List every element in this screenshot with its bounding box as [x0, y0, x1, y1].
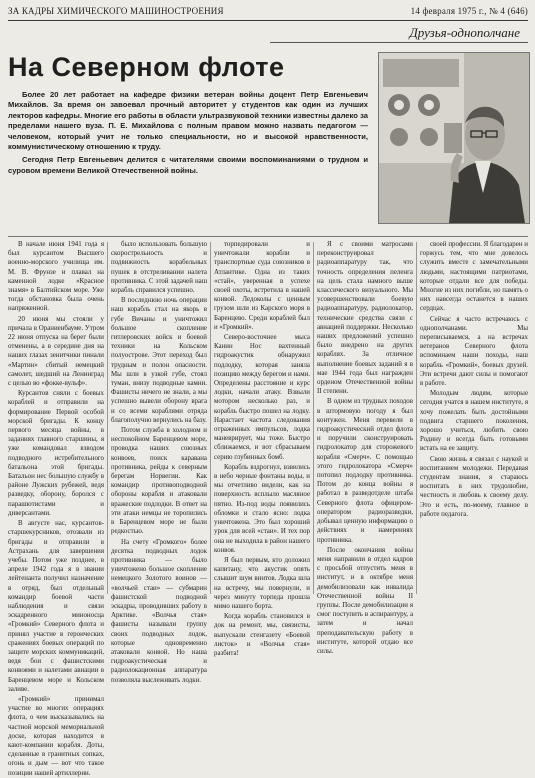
article-paragraph: В начале июня 1941 года я был курсантом Высшего военно-морского училища им. М. В. Фрунзе и плавал на каменной лодке «Красное знамя» в Балтийском море. Уже тогда обстановка была очень напряженной.	[8, 241, 104, 313]
article-paragraph: торпедировали и уничтожали корабли и транспортные суда союзников в Атлантике. Одна из таких «стай», уверенная в успехе своей охоты, встретила в нашей конвой. Ледоколы с ценным грузом шли из Карского моря в Баренцево. Среди кораблей был и «Громкий».	[214, 241, 310, 331]
section-divider	[8, 236, 528, 237]
article-paragraph: Молодым людям, которые сегодня учатся в нашем институте, я хочу пожелать быть достойными подвига старшего поколения, хорошо учиться, любить свою Родину и всегда быть готовыми встать на ее защиту.	[420, 390, 528, 453]
article-paragraph: Курсантов сняли с боевых кораблей и отправили на формирование Первой особой морской бригады. К концу первого месяца войны, в заданиях главного старшины, я уже командовал взводом подводного истребительного батальона этой бригады. Батальон нес большую службу в районе Лужских рубежей, ведя разведку, оборону, боролся с парашютистами и диверсантами.	[8, 390, 104, 517]
lead-text	[8, 90, 368, 179]
article-paragraph: своей профессии. Я благодарен и горжусь тем, что мне довелось служить вместе с замечательными людьми, настоящими патриотами, которые отдали все для победы. Многие из них погибли, но память о них навсегда останется в наших сердцах.	[420, 241, 528, 313]
masthead-date: 14 февраля 1975 г., № 4 (646)	[410, 6, 528, 16]
masthead-rule	[8, 20, 528, 21]
column-divider	[107, 242, 108, 594]
article-paragraph: было использовать большую скорострельность и подвижность корабельных пушек в отстреливании налета противника. С этой задачей наш корабль справился успешно.	[111, 241, 207, 295]
article-paragraph: Северо-восточнее мыса Канин Нос вахтенный гидроакустик обнаружил подлодку, которая заняла позицию между берегом и нами. Определены расстояние и курс лодки, начали атаку. Взвыли мотором несколько раз, и корабль быстро пошел на лодку. Нарастает частота следования отраженных импульсов, лодка маневрирует, мы тоже. Быстро сближаемся, и вот сбрасываем серию глубинных бомб.	[214, 334, 310, 461]
article-paragraph: Потом служба в холодном и неспокойном Баренцевом море, проводка наших союзных конвоев, поиск каравана противника, рейды к северным берегам Норвегии. Как командир противоподводной обороны корабля и атаковали вражеские подлодки. В ответ на эти атаки немцы не торопились в Баренцевом море не были редкостью.	[111, 427, 207, 536]
article-paragraph: Я был первым, кто доложил капитану, что акустик опять слышит шум винтов. Лодка шла на встречу, мы повернули, и через минуту торпеда прошла мимо нашего борта.	[214, 556, 310, 610]
article-paragraph: В последнюю ночь операции наш корабль стал на якорь в губе Вичаны и уничтожил большое скопление гитлеровских войск и боевой техники на Кольском полуострове. Этот переход был трудным и полон опасности. Мы шли в узкой губе, стоял туман, внизу подводные камни. Фашисты ничего не знали, а мы успешно вывели оборону врага и со всеми кораблями отряда благополучно вернулись на базу.	[111, 297, 207, 424]
article-column-2	[111, 240, 207, 684]
article-column-3	[214, 240, 310, 657]
article-paragraph: Сейчас я часто встречаюсь с однополчанами. Мы переписываемся, а на встречах ветеранов Северного флота вспоминаем наши походы, наш корабль «Громкий», боевых друзей. Эти встречи дают силы и помогают в работе.	[420, 315, 528, 388]
article-paragraph: Когда корабль становился в док на ремонт, мы, связисты, выпускали стенгазету «Боевой листок» и «Волчья стая» разбита!	[214, 613, 310, 657]
masthead	[8, 6, 528, 20]
article-column-4	[317, 240, 413, 655]
article-paragraph: В одном из трудных походов в штормовую погоду я был контужен. Меня перевели в гидроакустический отдел флота и поручили сконструировать гидролокатор для сторожевого корабля «Смерч». С помощью этого гидролокатора «Смерч» потопил подлодку противника. Потом до конца войны я работал в разведотделе штаба Северного флота офицером-оператором радиоразведки, добывал ценную информацию о действиях и намерениях противника.	[317, 398, 413, 544]
lead-paragraph: Более 20 лет работает на кафедре физики ветеран войны доцент Петр Евгеньевич Михайлов. За время он завоевал прочный авторитет у студентов как один из лучших лекторов кафедры. Многие его работы в области ультразвуковой техники известны далеко за пределами нашего вуза. П. Е. Михайлова с полным правом можно назвать педагогом — человеком, который учит не только специальности, но и высокой нравственности, коммунистическому отношению к труду.	[8, 90, 368, 152]
article-paragraph: 20 июня мы стояли у причала в Ораниенбауме. Утром 22 июня отпуска на берег были отменены, а в середине дня на наших глазах зенитчики пинали «Мартин» сбитый немецкий самолет, шедший на Ленинград с целью во «фокке-вульф».	[8, 315, 104, 388]
rubric: Друзья-однополчане	[409, 25, 520, 40]
rubric-rule	[270, 42, 528, 43]
lead-paragraph: Сегодня Петр Евгеньевич делится с читателями своими воспоминаниями о трудном и суровом времени Великой Отечественной войны.	[8, 155, 368, 175]
masthead-title: ЗА КАДРЫ ХИМИЧЕСКОГО МАШИНОСТРОЕНИЯ	[8, 6, 224, 16]
article-paragraph: Я с своими матросами переконструировал радиоаппаратуру так, что точность определения пеленга на цель стала намного выше классического визуального. Мы усовершенствовали боевую радиоаппаратуру, радиолокатор, технические средства связи с авиацией поддержки. Несколько наших предложений успешно было внедрено на других кораблях. За отличное выполнение боевых заданий я в мае 1944 года был награжден орденом Отечественной войны II степени.	[317, 241, 413, 396]
article-paragraph: «Громкий» принимал участие во многих операциях флота, о чем высказывались на частной морской мемориальной доске, которая находится в кают-компании корабля. Доты, сделанные в гранитных сопках, огонь и дым — вот что такое позиции нашей артиллерии.	[8, 695, 104, 777]
article-column-5	[420, 240, 528, 596]
headline: На Северном флоте	[8, 52, 285, 82]
article-paragraph: Корабль вздрогнул, взвились в небо черные фонтаны воды, и мы отчетливо видели, как на поверхность всплыло масляное пятно. Из-под воды появились обломки и стало ясно: лодка уничтожена. Это был хороший урок для всей «стаи». И тех пор она не выходила в район нашего конвоя.	[214, 463, 310, 554]
article-paragraph: На счету «Громкого» более десятка подводных лодок противника — было уничтожено большое скопление немецкого Золотого воинов — «волчьей стаи» — субмарин фашистской подводной эскадры, проводивших работу в Арктике. «Волчья стая» фашисты называли группу своих подводных лодок, которые одновременно атаковали конвой. Но наша гидроакустическая и радиолокационная аппаратура позволяла выслеживать лодки.	[111, 538, 207, 684]
column-divider	[416, 242, 417, 594]
article-paragraph: В августе нас, курсантов-старшекурсников, отозвали из бригады и отправили в Астрахань для завершения учебы. Потом уже позднее, в апреле 1942 года я в звании лейтенанта получил назначение в отряд, был отдельный командир боевой части наблюдения и связи эскадренного миноносца «Громкий» Северного флота и принял участие в героических сражениях боевых операций по защите морских коммуникаций, ведя бои с фашистскими конвоями и налетами авиации в Баренцевом море и Кольском заливе.	[8, 520, 104, 693]
article-paragraph: Свою жизнь я связал с наукой и воспитанием молодежи. Передавая студентам знания, я стараюсь воспитать в них трудолюбие, честность и любовь к своему делу. Это и есть, по-моему, главное в работе педагога.	[420, 455, 528, 518]
portrait-photo	[378, 52, 530, 224]
article-column-1	[8, 240, 104, 777]
column-divider	[210, 242, 211, 594]
article-paragraph: После окончания войны меня направили в отдел кадров с просьбой отпустить меня в институт, и в октябре меня демобилизовали как инвалида Отечественной войны II группы. После демобилизации я смог поступить в аспирантуру, а затем и начал преподавательскую работу в институте, которой отдаю все силы.	[317, 546, 413, 655]
column-divider	[313, 242, 314, 594]
portrait-photo-image	[379, 53, 529, 223]
